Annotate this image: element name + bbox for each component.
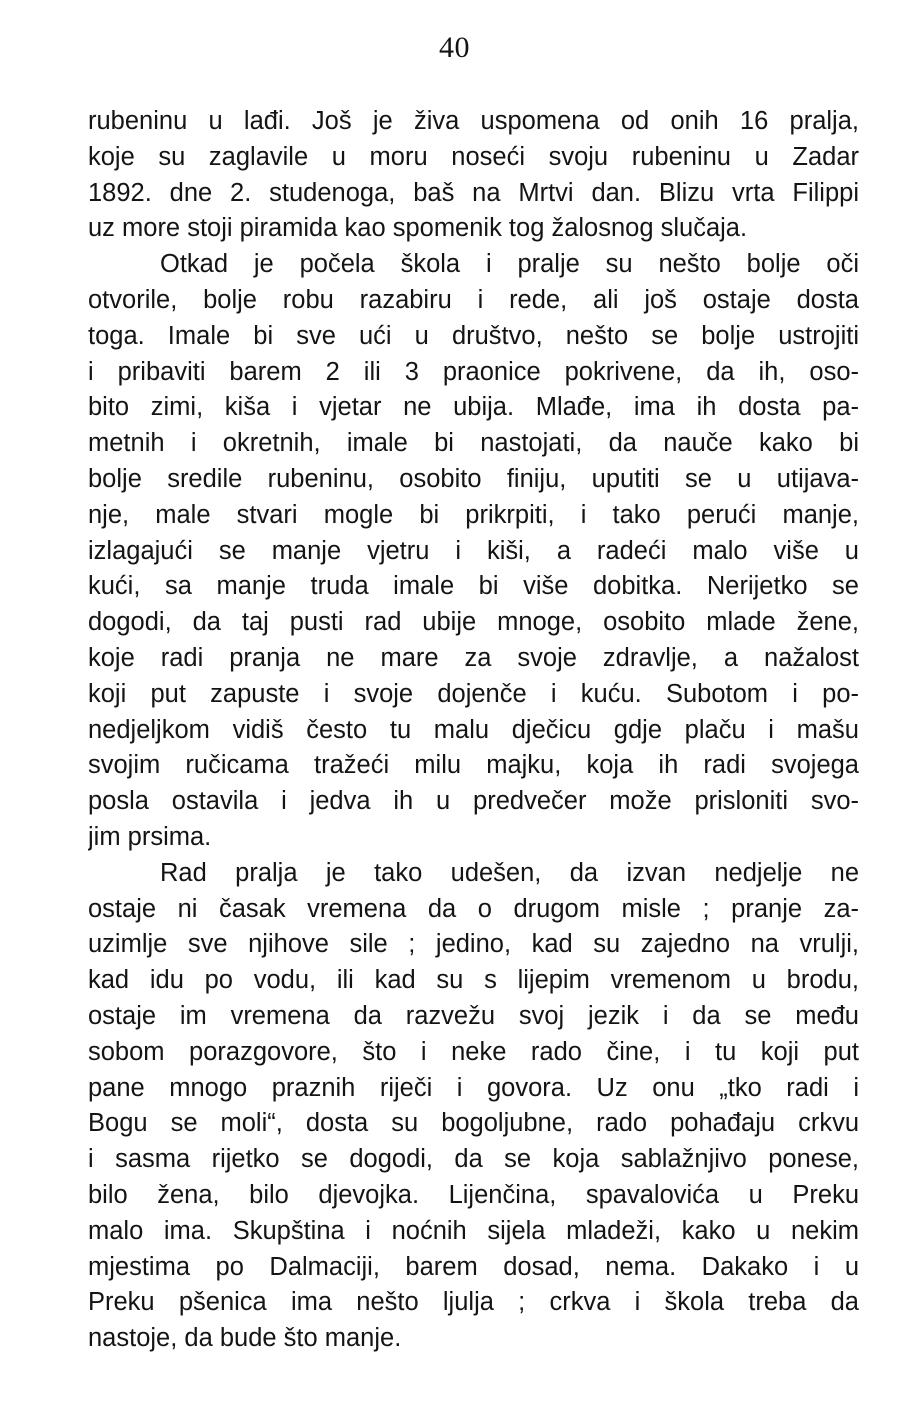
text-line: kući, sa manje truda imale bi više dobitka. Nerijetko se — [88, 572, 859, 601]
text-line: Otkad je počela škola i pralje su nešto bolje oči — [160, 250, 859, 279]
text-line: Bogu se moli“, dosta su bogoljubne, rado pohađaju crkvu — [88, 1109, 859, 1138]
text-line: jim prsima. — [88, 822, 212, 851]
text-line: bilo žena, bilo djevojka. Lijenčina, spavalovića u Preku — [88, 1180, 859, 1209]
text-line: svojim ručicama tražeći milu majku, koja ih radi svojega — [88, 751, 859, 780]
text-line: kad idu po vodu, ili kad su s lijepim vremenom u brodu, — [88, 966, 859, 995]
text-line: mjestima po Dalmaciji, barem dosad, nema. Dakako i u — [88, 1252, 859, 1281]
text-line: pane mnogo praznih riječi i govora. Uz onu „tko radi i — [88, 1073, 859, 1102]
text-line: bito zimi, kiša i vjetar ne ubija. Mlađe, ima ih dosta pa- — [88, 393, 859, 422]
text-line: rubeninu u lađi. Još je živa uspomena od onih 16 pralja, — [88, 107, 859, 135]
text-line: koje su zaglavile u moru noseći svoju rubeninu u Zadar — [88, 142, 859, 171]
text-line: nje, male stvari mogle bi prikrpiti, i tako perući manje, — [88, 500, 859, 529]
text-line: Preku pšenica ima nešto ljulja ; crkva i škola treba da — [88, 1288, 859, 1317]
text-line: metnih i okretnih, imale bi nastojati, da nauče kako bi — [88, 429, 859, 458]
paragraph — [88, 104, 859, 247]
body-text — [88, 104, 859, 1357]
text-line: Rad pralja je tako udešen, da izvan nedjelje ne — [160, 858, 859, 887]
text-line: posla ostavila i jedva ih u predvečer može prisloniti svo- — [88, 787, 859, 816]
text-line: uzimlje sve njihove sile ; jedino, kad su zajedno na vrulji, — [88, 930, 859, 959]
text-line: 1892. dne 2. studenoga, baš na Mrtvi dan. Blizu vrta Filippi — [88, 178, 859, 207]
text-line: i pribaviti barem 2 ili 3 praonice pokrivene, da ih, oso- — [88, 357, 859, 386]
text-line: nastoje, da bude što manje. — [88, 1324, 402, 1353]
text-line: otvorile, bolje robu razabiru i rede, ali još ostaje dosta — [88, 285, 859, 314]
page-number: 40 — [439, 31, 470, 64]
text-line: dogodi, da taj pusti rad ubije mnoge, osobito mlade žene, — [88, 608, 859, 637]
text-line: nedjeljkom vidiš često tu malu dječicu gdje plaču i mašu — [88, 715, 859, 744]
paragraph — [88, 856, 859, 1357]
text-line: ostaje im vremena da razvežu svoj jezik i da se među — [88, 1001, 859, 1030]
text-line: malo ima. Skupština i noćnih sijela mladeži, kako u nekim — [88, 1216, 859, 1245]
text-line: toga. Imale bi sve ući u društvo, nešto se bolje ustrojiti — [88, 321, 859, 350]
text-line: bolje sredile rubeninu, osobito finiju, uputiti se u utijava- — [88, 464, 859, 493]
text-line: sobom porazgovore, što i neke rado čine, i tu koji put — [88, 1037, 859, 1066]
text-line: koje radi pranja ne mare za svoje zdravlje, a nažalost — [88, 643, 859, 672]
text-line: i sasma rijetko se dogodi, da se koja sablažnjivo ponese, — [88, 1145, 859, 1174]
text-line: uz more stoji piramida kao spomenik tog žalosnog slučaja. — [88, 214, 748, 243]
text-line: izlagajući se manje vjetru i kiši, a radeći malo više u — [88, 536, 859, 565]
text-line: ostaje ni časak vremena da o drugom misle ; pranje za- — [88, 894, 859, 923]
text-line: koji put zapuste i svoje dojenče i kuću. Subotom i po- — [88, 679, 859, 708]
paragraph — [88, 247, 859, 856]
